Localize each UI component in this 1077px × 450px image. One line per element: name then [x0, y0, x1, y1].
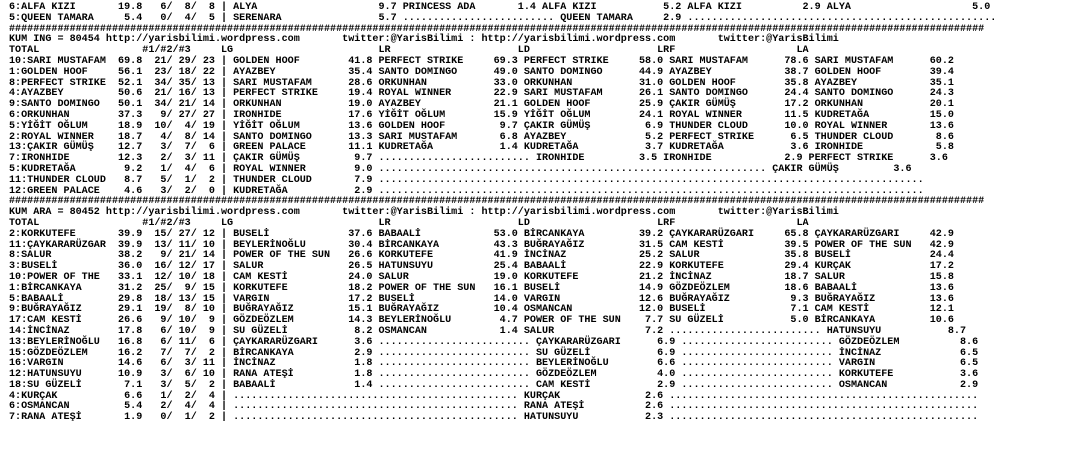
- section-header-kum-ing: KUM ING = 80454 http://yarisbilimi.wordpress.com twitter:@YarisBilimi : http://yarisbilimi.wordpress.com twitter:@YarisBilimi: [9, 34, 839, 46]
- table-row: 9:SANTO DOMINGO 50.1 34/ 21/ 14 | ORKUNHAN 19.0 AYAZBEY 21.1 GOLDEN HOOF 25.9 ÇAKIR GÜMÜŞ 17.2 ORKUNHAN 20.1: [9, 99, 954, 111]
- section-divider: #################################################################################################################################################################: [9, 23, 985, 35]
- table-row: 18:SU GÜZELİ 7.1 3/ 5/ 2 | BABAALİ 1.4 ......................... CAM KESTİ 2.9 ......................... OSMANCAN 2.9: [9, 379, 979, 391]
- table-row: 11:THUNDER CLOUD 8.7 5/ 1/ 2 | THUNDER CLOUD 7.9 ..........................................................................................: [9, 174, 924, 186]
- table-row: 2:KORKUTEFE 39.9 15/ 27/ 12 | BUSELİ 37.6 BABAALİ 53.0 BİRCANKAYA 39.2 ÇAYKARARÜZGARI 65.8 ÇAYKARARÜZGARI 42.9: [9, 228, 954, 240]
- table-row: 6:OSMANCAN 5.4 2/ 4/ 4 | ............................................... RANA ATEŞİ 2.6 ...................................................: [9, 401, 979, 413]
- table-row: 5:QUEEN TAMARA 5.4 0/ 4/ 5 | SERENARA 5.7 ......................... QUEEN TAMARA 2.9 ...................................................: [9, 12, 997, 24]
- table-row: 3:BUSELİ 36.0 16/ 12/ 17 | SALUR 26.5 HATUNSUYU 25.4 BABAALİ 22.9 KORKUTEFE 29.4 KURÇAK 17.2: [9, 261, 954, 273]
- table-row: 1:GOLDEN HOOF 56.1 23/ 18/ 22 | AYAZBEY 35.4 SANTO DOMINGO 49.0 SANTO DOMINGO 44.9 AYAZBEY 38.7 GOLDEN HOOF 39.4: [9, 66, 954, 78]
- table-row: 12:HATUNSUYU 10.9 3/ 6/ 10 | RANA ATEŞİ 1.8 ......................... GÖZDEÖZLEM 4.0 ......................... KORKUTEFE 3.6: [9, 369, 979, 381]
- table-row: 10:POWER OF THE 33.1 12/ 10/ 18 | CAM KESTİ 24.0 SALUR 19.0 KORKUTEFE 21.2 İNCİNAZ 18.7 SALUR 15.8: [9, 271, 954, 283]
- column-headers: TOTAL #1/#2/#3 LG LR LD LRF LA: [9, 45, 809, 57]
- table-row: 5:KUDRETAĞA 9.2 1/ 4/ 6 | ROYAL WINNER 9.0 ................................................................ ÇAKIR GÜMÜŞ 3.6: [9, 163, 912, 175]
- table-row: 4:AYAZBEY 50.6 21/ 16/ 13 | PERFECT STRIKE 19.4 ROYAL WINNER 22.9 SARI MUSTAFAM 26.1 SANTO DOMINGO 24.4 SANTO DOMINGO 24.3: [9, 88, 954, 100]
- table-row: 13:ÇAKIR GÜMÜŞ 12.7 3/ 7/ 6 | GREEN PALACE 11.1 KUDRETAĞA 1.4 KUDRETAĞA 3.7 KUDRETAĞA 3.6 IRONHIDE 5.8: [9, 142, 954, 154]
- table-row: 10:SARI MUSTAFAM 69.8 21/ 29/ 23 | GOLDEN HOOF 41.8 PERFECT STRIKE 69.3 PERFECT STRIKE 58.0 SARI MUSTAFAM 78.6 SARI MUSTAFAM 60.2: [9, 55, 954, 67]
- table-row: 4:KURÇAK 6.6 1/ 2/ 4 | ............................................... KURÇAK 2.6 ...................................................: [9, 390, 979, 402]
- section-header-kum-ara: KUM ARA = 80452 http://yarisbilimi.wordpress.com twitter:@YarisBilimi : http://yarisbilimi.wordpress.com twitter:@YarisBilimi: [9, 207, 839, 219]
- table-row: 5:BABAALİ 29.8 18/ 13/ 15 | VARGIN 17.2 BUSELİ 14.0 VARGIN 12.6 BUĞRAYAĞIZ 9.3 BUĞRAYAĞIZ 13.6: [9, 293, 954, 305]
- table-row: 16:VARGIN 14.6 6/ 3/ 11 | İNCİNAZ 1.8 ......................... BEYLERİNOĞLU 6.6 ......................... VARGIN 6.5: [9, 358, 979, 370]
- column-headers: TOTAL #1/#2/#3 LG LR LD LRF LA: [9, 217, 809, 229]
- table-row: 6:ORKUNHAN 37.3 9/ 27/ 27 | IRONHIDE 17.6 YİĞİT OĞLUM 15.9 YİĞİT OĞLUM 24.1 ROYAL WINNER 11.5 KUDRETAĞA 15.0: [9, 109, 954, 121]
- table-row: 13:BEYLERİNOĞLU 16.8 6/ 11/ 6 | ÇAYKARARÜZGARI 3.6 ......................... ÇAYKARARÜZGARI 6.9 ......................... GÖZDEÖZLEM 8.6: [9, 336, 979, 348]
- table-row: 5:YİĞİT OĞLUM 18.9 10/ 4/ 19 | YİĞİT OĞLUM 13.6 GOLDEN HOOF 9.7 ÇAKIR GÜMÜŞ 6.9 THUNDER CLOUD 10.0 ROYAL WINNER 13.6: [9, 120, 954, 132]
- table-row: 11:ÇAYKARARÜZGAR 39.9 13/ 11/ 10 | BEYLERİNOĞLU 30.4 BİRCANKAYA 43.3 BUĞRAYAĞIZ 31.5 CAM KESTİ 39.5 POWER OF THE SUN 42.9: [9, 239, 954, 251]
- table-row: 6:ALFA KIZI 19.8 6/ 8/ 8 | ALYA 9.7 PRINCESS ADA 1.4 ALFA KIZI 5.2 ALFA KIZI 2.9 ALYA 5.0: [9, 2, 991, 13]
- table-row: 7:IRONHIDE 12.3 2/ 3/ 11 | ÇAKIR GÜMÜŞ 9.7 ......................... IRONHIDE 3.5 IRONHIDE 2.9 PERFECT STRIKE 3.6: [9, 153, 948, 165]
- table-row: 15:GÖZDEÖZLEM 16.2 7/ 7/ 2 | BİRCANKAYA 2.9 ......................... SU GÜZELİ 6.9 ......................... İNCİNAZ 6.5: [9, 347, 979, 359]
- table-row: 1:BİRCANKAYA 31.2 25/ 9/ 15 | KORKUTEFE 18.2 POWER OF THE SUN 16.1 BUSELİ 14.9 GÖZDEÖZLEM 18.6 BABAALİ 13.6: [9, 282, 954, 294]
- table-row: 9:BUĞRAYAĞIZ 29.1 19/ 8/ 10 | BUĞRAYAĞIZ 15.1 BUĞRAYAĞIZ 10.4 OSMANCAN 12.0 BUSELİ 7.1 CAM KESTİ 12.1: [9, 304, 954, 316]
- table-row: 12:GREEN PALACE 4.6 3/ 2/ 0 | KUDRETAĞA 2.9 ..........................................................................................: [9, 185, 924, 197]
- table-row: 8:SALUR 38.2 9/ 21/ 14 | POWER OF THE SUN 26.6 KORKUTEFE 41.9 İNCİNAZ 25.2 SALUR 35.8 BUSELİ 24.4: [9, 250, 954, 262]
- table-row: 17:CAM KESTİ 26.6 9/ 10/ 9 | GÖZDEÖZLEM 14.3 BEYLERİNOĞLU 4.7 POWER OF THE SUN 7.7 SU GÜZELİ 5.0 BİRCANKAYA 10.6: [9, 315, 954, 327]
- table-row: 8:PERFECT STRIKE 52.1 34/ 35/ 13 | SARI MUSTAFAM 28.6 ORKUNHAN 33.0 ORKUNHAN 31.0 GOLDEN HOOF 35.8 AYAZBEY 35.1: [9, 77, 954, 89]
- table-row: 14:İNCİNAZ 17.8 6/ 10/ 9 | SU GÜZELİ 8.2 OSMANCAN 1.4 SALUR 7.2 ......................... HATUNSUYU 8.7: [9, 325, 967, 337]
- table-row: 7:RANA ATEŞİ 1.9 0/ 1/ 2 | ............................................... HATUNSUYU 2.3 ...................................................: [9, 412, 979, 424]
- table-row: 2:ROYAL WINNER 18.7 4/ 8/ 14 | SANTO DOMINGO 13.3 SARI MUSTAFAM 6.8 AYAZBEY 5.2 PERFECT STRIKE 6.5 THUNDER CLOUD 8.6: [9, 131, 954, 143]
- section-divider: #################################################################################################################################################################: [9, 196, 985, 208]
